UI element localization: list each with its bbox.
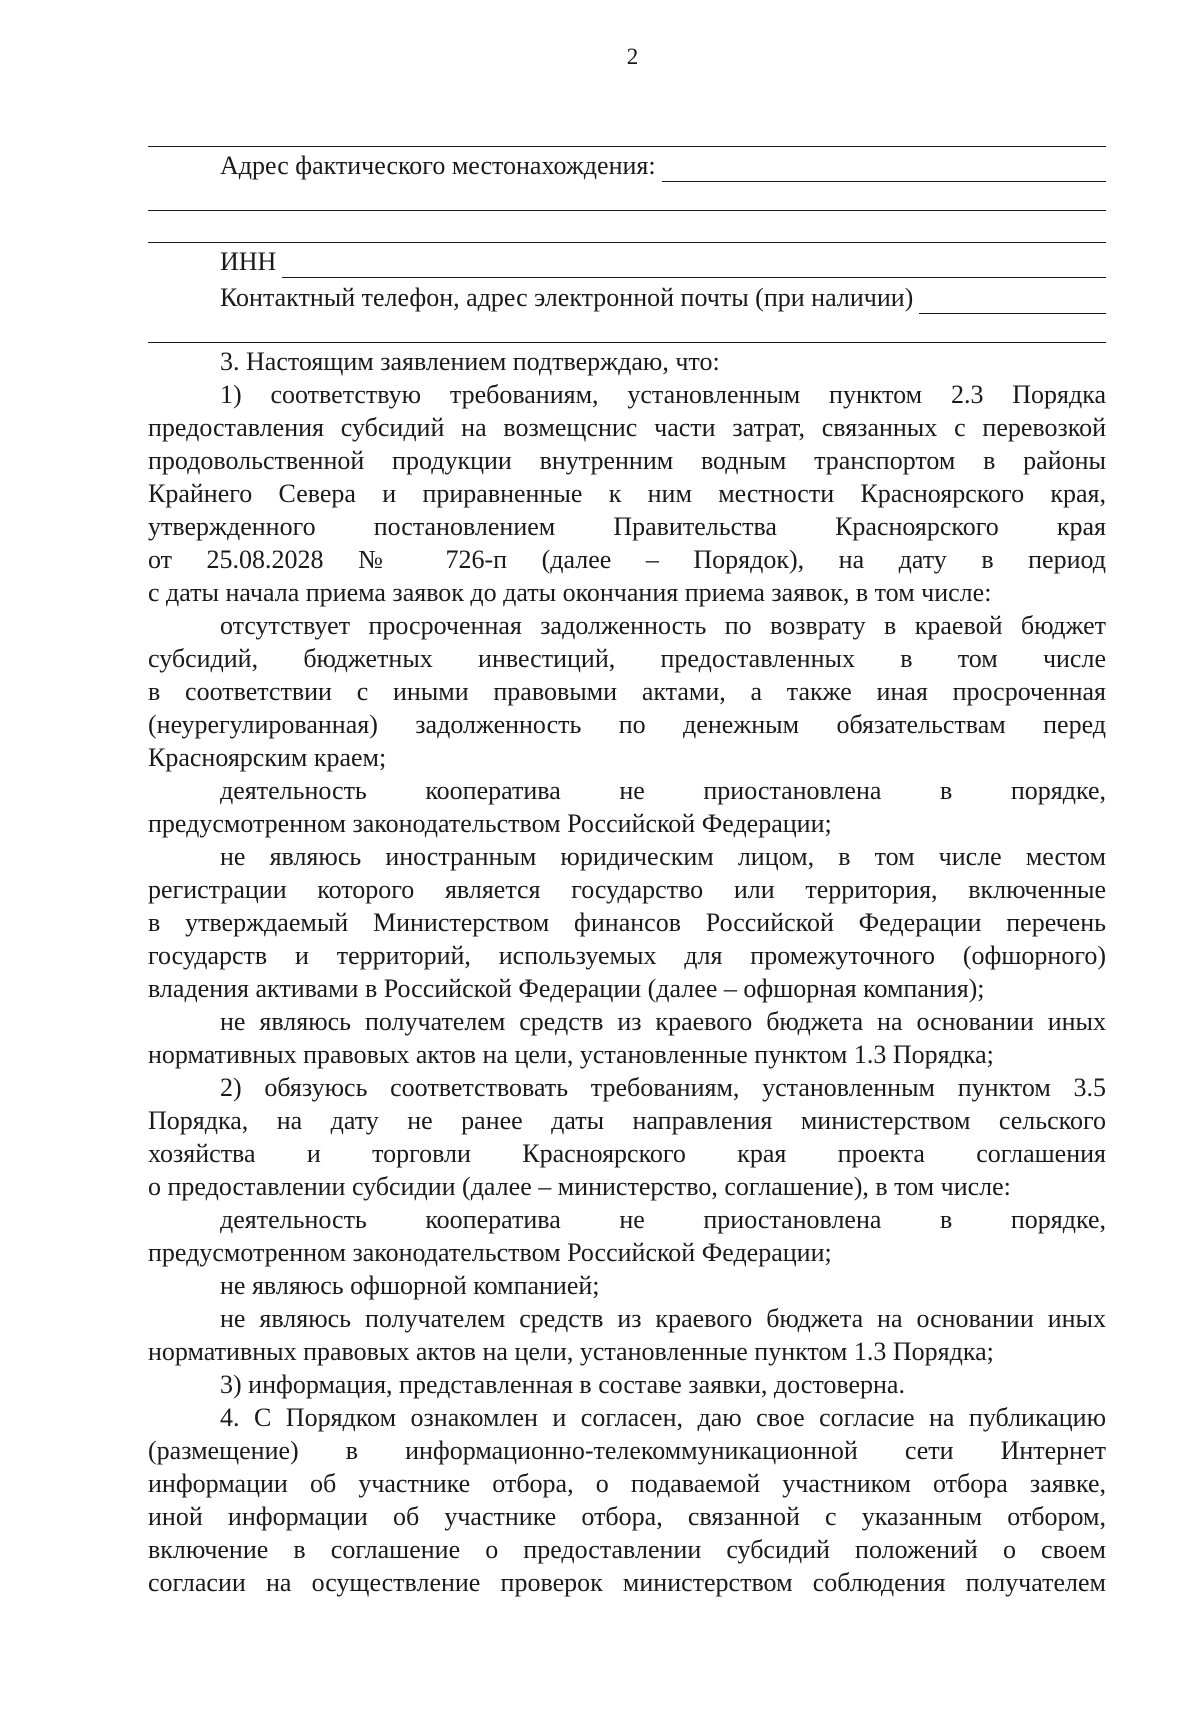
text-line: регистрации которого является государство или территория, включенные — [148, 875, 1106, 904]
text-line: продовольственной продукции внутренним водным транспортом в районы — [148, 446, 1106, 475]
text-line: 3. Настоящим заявлением подтверждаю, что: — [220, 347, 720, 376]
text-line: хозяйства и торговли Красноярского края проекта соглашения — [148, 1139, 1106, 1168]
text-line: Порядка, на дату не ранее даты направления министерством сельского — [148, 1106, 1106, 1135]
text-line: информации об участнике отбора, о подаваемой участником отбора заявке, — [148, 1469, 1106, 1498]
text-line: 2) обязуюсь соответствовать требованиям, установленным пунктом 3.5 — [220, 1073, 1106, 1102]
text-line: включение в соглашение о предоставлении субсидий положений о своем — [148, 1535, 1106, 1564]
actual-address-label: Адрес фактического местонахождения: — [220, 151, 656, 180]
actual-address-field — [220, 150, 1106, 182]
text-line: о предоставлении субсидии (далее – министерство, соглашение), в том числе: — [148, 1172, 1011, 1201]
text-line: Красноярским краем; — [148, 743, 387, 772]
text-line: предоставления субсидий на возмещснис части затрат, связанных с перевозкой — [148, 413, 1106, 442]
text-line: с даты начала приема заявок до даты окончания приема заявок, в том числе: — [148, 578, 992, 607]
text-line: не являюсь получателем средств из краевого бюджета на основании иных — [220, 1007, 1106, 1036]
text-line: в соответствии с иными правовыми актами, а также иная просроченная — [148, 677, 1106, 706]
text-line: от 25.08.2028 № 726-п (далее – Порядок), на дату в период — [148, 545, 1106, 574]
text-line: иной информации об участнике отбора, связанной с указанным отбором, — [148, 1502, 1106, 1531]
text-line: нормативных правовых актов на цели, установленные пунктом 1.3 Порядка; — [148, 1337, 994, 1366]
blank-rule — [148, 146, 1106, 147]
contact-blank — [919, 287, 1106, 314]
text-line: не являюсь офшорной компанией; — [220, 1271, 600, 1300]
text-line: (размещение) в информационно-телекоммуникационной сети Интернет — [148, 1436, 1106, 1465]
contact-field — [220, 282, 1106, 314]
text-line: 4. С Порядком ознакомлен и согласен, даю свое согласие на публикацию — [220, 1403, 1106, 1432]
actual-address-blank — [662, 155, 1106, 182]
text-line: отсутствует просроченная задолженность по возврату в краевой бюджет — [220, 611, 1106, 640]
text-line: в утверждаемый Министерством финансов Российской Федерации перечень — [148, 908, 1106, 937]
blank-rule — [148, 342, 1106, 343]
blank-rule — [148, 242, 1106, 243]
text-line: предусмотренном законодательством Российской Федерации; — [148, 1238, 832, 1267]
inn-label: ИНН — [220, 247, 277, 276]
text-line: Крайнего Севера и приравненные к ним местности Красноярского края, — [148, 479, 1106, 508]
text-line: государств и территорий, используемых для промежуточного (офшорного) — [148, 941, 1106, 970]
text-line: 3) информация, представленная в составе заявки, достоверна. — [220, 1370, 905, 1399]
text-line: деятельность кооператива не приостановлена в порядке, — [220, 776, 1106, 805]
text-line: согласии на осуществление проверок министерством соблюдения получателем — [148, 1568, 1106, 1597]
text-line: не являюсь иностранным юридическим лицом, в том числе местом — [220, 842, 1106, 871]
text-line: (неурегулированная) задолженность по денежным обязательствам перед — [148, 710, 1106, 739]
text-line: 1) соответствую требованиям, установленным пунктом 2.3 Порядка — [220, 380, 1106, 409]
contact-label: Контактный телефон, адрес электронной почты (при наличии) — [220, 283, 914, 312]
page-number: 2 — [626, 44, 639, 69]
text-line: деятельность кооператива не приостановлена в порядке, — [220, 1205, 1106, 1234]
text-line: нормативных правовых актов на цели, установленные пунктом 1.3 Порядка; — [148, 1040, 994, 1069]
blank-rule — [148, 210, 1106, 211]
text-line: утвержденного постановлением Правительства Красноярского края — [148, 512, 1106, 541]
text-line: владения активами в Российской Федерации (далее – офшорная компания); — [148, 974, 985, 1003]
text-line: не являюсь получателем средств из краевого бюджета на основании иных — [220, 1304, 1106, 1333]
inn-field — [220, 246, 1106, 278]
inn-blank — [282, 251, 1106, 278]
text-line: субсидий, бюджетных инвестиций, предоставленных в том числе — [148, 644, 1106, 673]
text-line: предусмотренном законодательством Российской Федерации; — [148, 809, 832, 838]
